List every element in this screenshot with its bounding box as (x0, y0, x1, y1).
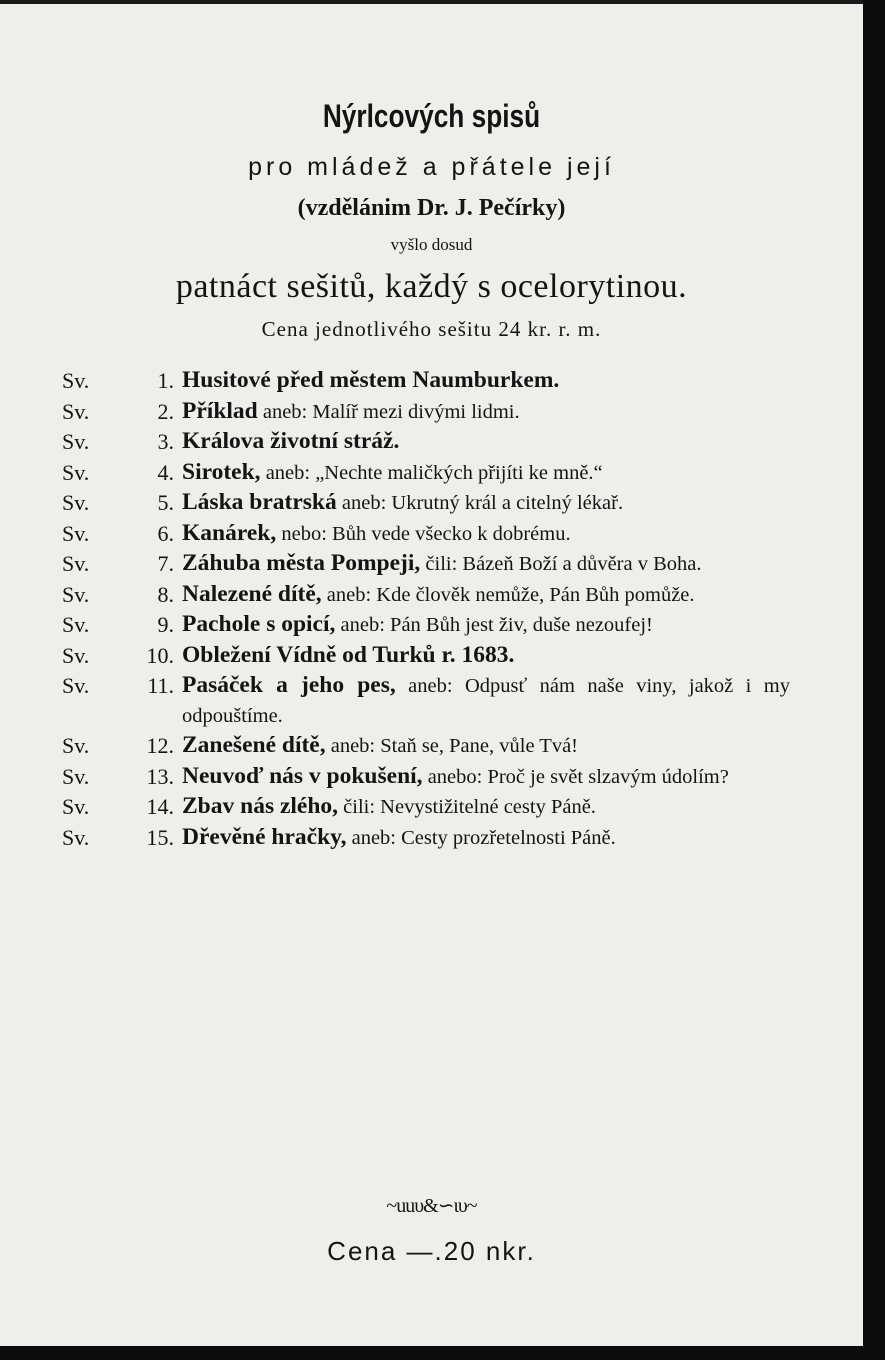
price-per-issue: Cena jednotlivého sešitu 24 kr. r. m. (261, 317, 602, 341)
editor-line: (vzdělánim Dr. J. Pečírky) (297, 195, 566, 221)
subtitle: pro mládež a přátele její (248, 153, 615, 181)
volume-label: Sv. (62, 398, 90, 424)
issue-subtitle: aneb: Pán Bůh jest živ, duše nezoufej! (335, 614, 653, 636)
volume-label: Sv. (62, 642, 90, 668)
issue-number: 3. (157, 429, 174, 454)
issue-number: 14. (146, 794, 174, 819)
list-item (62, 792, 790, 823)
issue-subtitle: aneb: Odpusť nám naše viny, jakož i my odpouštíme. (182, 675, 790, 727)
issue-number: 13. (146, 763, 174, 789)
issue-number: 8. (157, 581, 174, 607)
list-item (62, 580, 790, 611)
issue-title: Příklad (182, 397, 258, 424)
list-item (62, 641, 790, 672)
issue-title: Sirotek, (182, 458, 261, 485)
issue-subtitle: aneb: Kde člověk nemůže, Pán Bůh pomůže. (321, 583, 695, 606)
list-item (62, 671, 790, 731)
volume-label: Sv. (62, 673, 90, 698)
issue-number: 7. (157, 551, 174, 576)
list-item (62, 762, 790, 793)
issue-subtitle: anebo: Proč je svět slzavým údolím? (422, 765, 729, 788)
volume-label: Sv. (62, 612, 90, 637)
volume-label: Sv. (62, 763, 90, 789)
issue-number: 2. (157, 398, 174, 424)
issue-title: Pasáček a jeho pes, (182, 672, 396, 698)
issue-number: 4. (157, 459, 174, 485)
issue-number: 1. (157, 368, 174, 393)
issue-number: 12. (146, 733, 174, 758)
list-item (62, 731, 790, 762)
issue-number: 15. (146, 824, 174, 850)
issue-title: Obležení Vídně od Turků r. 1683. (182, 641, 515, 668)
issue-title: Kanárek, (182, 519, 277, 546)
issue-title: Zanešené dítě, (182, 732, 326, 758)
list-item (62, 458, 790, 489)
list-item (62, 610, 790, 641)
list-item (62, 488, 790, 519)
price-line: Cena —.20 nkr. (327, 1236, 536, 1266)
list-item (62, 519, 790, 550)
list-item (62, 397, 790, 428)
page-title: Nýrlcových spisů (322, 98, 541, 134)
issue-subtitle: aneb: Malíř mezi divými lidmi. (257, 400, 520, 423)
list-item (62, 823, 790, 854)
volume-label: Sv. (62, 368, 90, 393)
issue-subtitle: aneb: „Nechte maličkých přijíti ke mně.“ (260, 461, 603, 484)
scan-edge-bottom (0, 1346, 885, 1360)
list-item (62, 366, 790, 397)
issue-number: 6. (157, 520, 174, 546)
issue-number: 5. (157, 490, 174, 515)
ornament-flourish: ~uuυ&∽ιυ~ (386, 1195, 477, 1217)
issue-subtitle: čili: Bázeň Boží a důvěra v Boha. (420, 553, 702, 575)
issue-title: Láska bratrská (182, 489, 337, 515)
issue-subtitle: aneb: Ukrutný král a citelný lékař. (336, 492, 624, 514)
volume-label: Sv. (62, 459, 90, 485)
issue-number: 9. (157, 612, 174, 637)
volume-label: Sv. (62, 490, 90, 515)
issue-number: 11. (147, 673, 174, 698)
volume-label: Sv. (62, 581, 90, 607)
issue-title: Zbav nás zlého, (182, 793, 339, 819)
issue-list (62, 366, 790, 853)
issue-title: Neuvoď nás v pokušení, (182, 762, 423, 789)
issue-subtitle: aneb: Staň se, Pane, vůle Tvá! (325, 735, 578, 757)
volume-label: Sv. (62, 794, 90, 819)
issue-title: Pachole s opicí, (182, 611, 336, 637)
list-item (62, 549, 790, 580)
published-line: vyšlo dosud (390, 235, 473, 254)
volume-label: Sv. (62, 429, 90, 454)
issue-subtitle: nebo: Bůh vede všecko k dobrému. (276, 522, 571, 545)
issue-title: Dřevěné hračky, (182, 823, 347, 850)
volume-label: Sv. (62, 733, 90, 758)
volume-label: Sv. (62, 824, 90, 850)
list-item (62, 427, 790, 458)
issue-title: Husitové před městem Naumburkem. (182, 367, 560, 393)
issue-title: Králova životní stráž. (182, 428, 400, 454)
issue-subtitle: aneb: Cesty prozřetelnosti Páně. (346, 826, 616, 849)
scan-edge-right (863, 0, 885, 1360)
issue-subtitle: čili: Nevystižitelné cesty Páně. (338, 796, 596, 818)
issue-title: Nalezené dítě, (182, 580, 322, 607)
headline: patnáct sešitů, každý s ocelorytinou. (175, 268, 688, 305)
issue-title: Záhuba města Pompeji, (182, 550, 421, 576)
volume-label: Sv. (62, 551, 90, 576)
issue-number: 10. (146, 642, 174, 668)
volume-label: Sv. (62, 520, 90, 546)
